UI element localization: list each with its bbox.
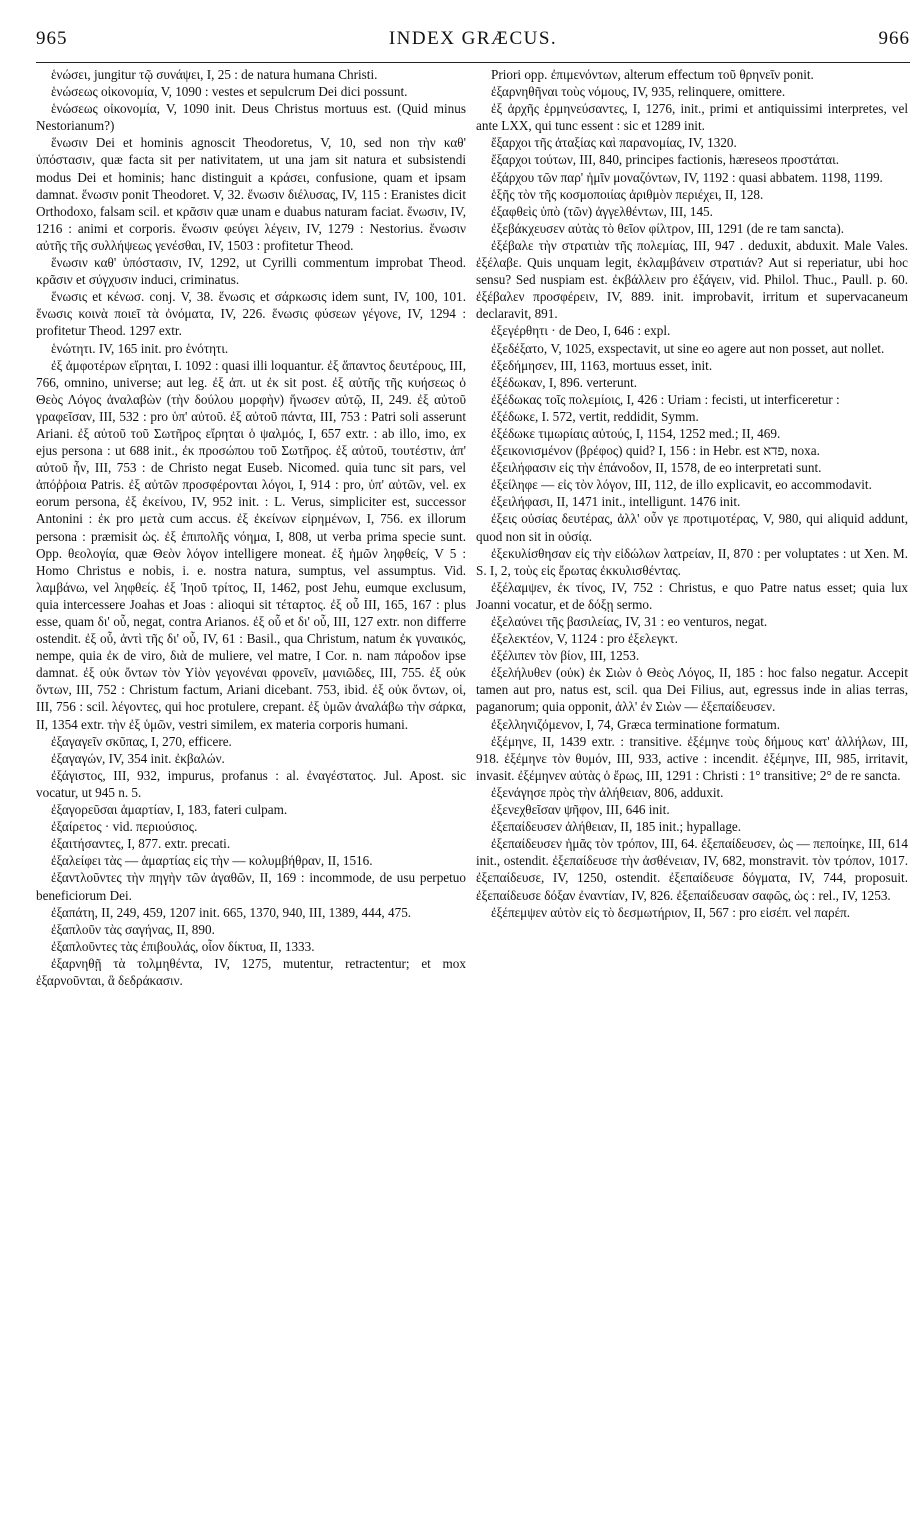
index-entry: ἐξεκυλίσθησαν εἰς τὴν εἰδώλων λατρείαν, II, 870 : per voluptates : ut Xen. M. S. I, 2, τοὺς εἰς ἔρωτας ἐκκυλισθέντας.: [476, 545, 908, 578]
index-entry: ἐξαλείφει τὰς — ἁμαρτίας εἰς τὴν — κολυμβήθραν, II, 1516.: [51, 853, 373, 869]
index-entry: ἐξεπαίδευσεν ἀλήθειαν, II, 185 init.; hypallage.: [491, 819, 742, 835]
index-entry: ἐξέδωκας τοῖς πολεμίοις, I, 426 : Uriam : fecisti, ut interficeretur :: [491, 391, 840, 407]
index-entry: ἐξαγορεῦσαι ἁμαρτίαν, I, 183, fateri culpam.: [51, 802, 288, 818]
index-entry: ἐξειλήφασι, II, 1471 init., intelligunt. 1476 init.: [491, 494, 741, 510]
left-column: [36, 66, 466, 1522]
index-entry: ἐξαντλοῦντες τὴν πηγὴν τῶν ἀγαθῶν, II, 169 : incommode, de usu perpetuo beneficiorum Dei.: [36, 870, 466, 903]
index-entry: ἐξαπάτη, II, 249, 459, 1207 init. 665, 1370, 940, III, 1389, 444, 475.: [51, 904, 412, 920]
index-entry: ἐξέδωκε, I. 572, vertit, reddidit, Symm.: [491, 408, 699, 424]
index-entry: ἐξαπλοῦν τὰς σαγήνας, II, 890.: [51, 921, 215, 937]
index-entry: ἕνωσιν Dei et hominis agnoscit Theodoretus, V, 10, sed non τὴν καθ' ὑπόστασιν, quæ facta sit per nativitatem, ut una jam sit natura et subsistendi modus Dei et hominis; hanc distinguit a κράσει, confusione, quam et ipsam damnat. ἕνωσιν ponit Theodoret. V, 32. ἕνωσιν διέλυσας, IV, 115 : Eranistes dicit Orthodoxo, falsam scil. et κρᾶσιν quæ unam e duabus naturam faciat. ἕνωσιν, IV, 1216 : animi et corporis. ἕνωσιν φεύγει λέγειν, IV, 1279 : Nestorius. ἕνωσιν αὐτῆς τῆς συλλήψεως γενέσθαι, IV, 1503 : profitetur Theod.: [36, 135, 466, 253]
index-entry: ἐξαφθεὶς ὑπὸ (τῶν) ἀγγελθέντων, III, 145.: [491, 203, 713, 219]
left-page-number: 965: [36, 28, 68, 49]
index-entry: ἐξαρνηθῇ τὰ τολμηθέντα, IV, 1275, mutentur, retractentur; et mox ἐξαρνοῦνται, ἃ δεδράκασιν.: [36, 955, 466, 988]
index-entry: ἐξέλιπεν τὸν βίον, III, 1253.: [491, 648, 640, 664]
index-entry: ἔξαρχοι τῆς ἀταξίας καὶ παρανομίας, IV, 1320.: [491, 135, 737, 151]
index-entry: ἐξελεκτέον, V, 1124 : pro ἐξελεγκτ.: [491, 631, 678, 647]
index-entry: ἐξεβάκχευσεν αὐτὰς τὸ θεῖον φίλτρον, III, 1291 (de re tam sancta).: [491, 220, 845, 236]
index-entry: ἑξῆς τὸν τῆς κοσμοποιίας ἀριθμὸν περιέχει, II, 128.: [491, 186, 764, 202]
index-entry: ἑνώτητι. IV, 165 init. pro ἑνότητι.: [51, 340, 229, 356]
index-entry: ἐξείληφε — εἰς τὸν λόγον, III, 112, de illo explicavit, eo accommodavit.: [491, 477, 872, 493]
index-entry: ἐξέλαμψεν, ἐκ τίνος, IV, 752 : Christus, e quo Patre natus esset; quia lux Joanni vocatur, et de δόξῃ sermo.: [476, 579, 908, 612]
index-entry: ἐξέμηνε, II, 1439 extr. : transitive. ἐξέμηνε τοὺς δήμους κατ' ἀλλήλων, III, 918. ἐξέμηνε τὸν θυμόν, III, 933, active : incendit. ἐξέμηνε, III, 985, irritavit, invasit. ἐξέμηνεν αὐτὰς ὁ ἔρως, III, 1291 : Christi : 1° transitive; 2° de re sancta.: [476, 733, 908, 783]
index-entry: ἔξαρχοι τούτων, III, 840, principes factionis, hæreseos προστάται.: [491, 152, 840, 168]
index-entry: ἐξενεχθεῖσαν ψῆφον, III, 646 init.: [491, 802, 670, 818]
index-entry: ἐξενάγησε πρὸς τὴν ἀλήθειαν, 806, adduxit.: [491, 784, 724, 800]
index-entry: ἐξεικονισμένον (βρέφος) quid? I, 156 : in Hebr. est פדא, noxa.: [491, 443, 820, 459]
index-entry: ἐξελαύνει τῆς βασιλείας, IV, 31 : eo venturos, negat.: [491, 614, 768, 629]
index-entry: ἐξ ἀμφοτέρων εἴρηται, I. 1092 : quasi illi loquantur. ἐξ ἅπαντος δευτέρους, III, 766, omnino, universe; aut leg. ἐξ ἀπ. ut ἐκ sit post. ἐξ αὐτῆς τῆς κυήσεως ὁ Θεὸς Λόγος ἀναλαβὼν (τὴν δούλου μορφὴν) ἥνωσεν αὑτῷ, II, 249. ἐξ αὐτοῦ γραφεῖσαν, III, 532 : pro ὑπ' αὐτοῦ. ἐξ αὐτοῦ πάντα, III, 753 : Patri soli asserunt Ariani. ἐξ αὐτοῦ τοῦ Σωτῆρος εἴρηται ὁ ψαλμός, I, 657 extr. : ab illo, imo, ex ejus persona : ut 688 init., ἐκ προσώπου τοῦ Σωτῆρος. ἐξ αὐτοῦ, τουτέστιν, ἀπ' αὐτοῦ ἦν, III, 753 : de Christo negat Euseb. Nicomed. quia tunc sit pars, vel ἀπόῤῥοια Patris. ἐξ αὐτῶν προσφέρονται λόγοι, I, 914 : pro, ὑπ' αὐτῶν, vel. ex eorum persona, ἐξ ἐκείνου, IV, 952 init. : L. Verus, simpliciter est, successor Antonini : ἐκ pro μετὰ cum accus. ἐξ ἐκείνων εἰρημένων, I, 756. ex illorum persona : præmisit ὡς. ἐξ ἐπιπολῆς νόημα, I, 808, ut verba prima specie sunt. Opp. θεολογία, quæ Θεὸν λόγον intelligere moneat. ἐξ ἡμῶν ληφθείς, V 5 : Homo Christus e nobis, i. e. nostra natura, sumptus, vel assumptus. Vid. λαμβάνω, vel ληφθείς. ἐξ Ἰηοῦ τρίτος, II, 1462, post Jehu, eumque exclusum, quia intercessere Joahas et Joas : alioqui sit τέταρτος. ἐξ οὗ III, 165, 167 : plus esse, quam δι' οὗ, negat, contra Arianos. ἐξ οὗ et δι' οὗ, III, 127 extr. non differre ostendit. ἐξ οὗ, ἀντὶ τῆς δι' οὗ, IV, 61 : Basil., qua Christum, natum ἐκ γυναικός, nempe, quia ἐκ de viro, διὰ de muliere, vel matre, I Cor. n. nam πάροδον ipse damnat. ἐξ οὐκ ὄντων τὸν Υἱὸν γεγονέναι φρονεῖν, μανιῶδες, III, 755. ἐξ οὐκ ὄντων, III, 752 : Christum factum, Ariani dicebant. 753, ibid. ἐξ οὐκ ὄντων, οἱ, III, 756 : scil. λέγοντες, qui hoc protulere, crepant. ἐξ ὑμῶν ἀναλάβω τὴν σάρκα, II, 1354 extr. τὴν ἐξ ὑμῶν, vestri similem, ex materia corporis humani.: [36, 357, 466, 732]
header-rule: [36, 62, 910, 63]
index-entry: ἐξαρνηθῆναι τοὺς νόμους, IV, 935, relinquere, omittere.: [491, 84, 786, 100]
index-entry: ἐξαπλοῦντες τὰς ἐπιβουλάς, οἷον δίκτυα, II, 1333.: [51, 938, 315, 954]
index-entry: ἐξέδωκαν, I, 896. verterunt.: [491, 374, 638, 390]
index-entry: ἐξαγαγεῖν σκῦπας, I, 270, efficere.: [51, 733, 232, 749]
index-entry: ἑνώσεως οἰκονομία, V, 1090 : vestes et sepulcrum Dei dici possunt.: [51, 84, 408, 100]
index-entry: ἐξαιτήσαντες, I, 877. extr. precati.: [51, 836, 231, 852]
index-entry: ἐξεδέξατο, V, 1025, exspectavit, ut sine eo agere aut non posset, aut nollet.: [491, 340, 885, 356]
index-entry: ἐξέδωκε τιμωρίαις αὐτούς, I, 1154, 1252 med.; II, 469.: [491, 425, 781, 441]
index-entry: ἐξελληνιζόμενον, I, 74, Græca terminatione formatum.: [491, 716, 781, 732]
right-column: [476, 66, 908, 1522]
index-entry: ἐξεπαίδευσεν ἡμᾶς τὸν τρόπον, III, 64. ἐξεπαίδευσεν, ὡς — πεποίηκε, III, 614 init., ostendit. ἐξεπαίδευσε τὴν ἀσθένειαν, IV, 682, monstravit. τὸν τρόπον, 1017. ἐξεπαίδευσε, IV, 1250, ostendit. ἐξεπαίδευσε δόγματα, IV, 744, proposuit. ἐξεπαίδευσε δόξαν ἐναντίαν, IV, 826. ἐξεπαίδευσαν σαφῶς, ὡς : rel., IV, 1253.: [476, 836, 908, 903]
index-entry: ἐξειλήφασιν εἰς τὴν ἐπάνοδον, II, 1578, de eo interpretati sunt.: [491, 460, 822, 476]
index-entry: ἐξέπεμψεν αὐτὸν εἰς τὸ δεσμωτήριον, II, 567 : pro εἰσέπ. vel παρέπ.: [491, 904, 851, 920]
index-entry: ἕνωσιν καθ' ὑπόστασιν, IV, 1292, ut Cyrilli commentum improbat Theod. κρᾶσιν et σύγχυσιν induci, criminatus.: [36, 255, 466, 288]
index-entry: ἐξέβαλε τὴν στρατιὰν τῆς πολεμίας, III, 947 . deduxit, abduxit. Male Vales. ἐξέλαβε. Quis unquam legit, ἐκλαμβάνειν στρατιάν? Aut si reperiatur, ubi hoc sensu? Sed nuspiam est. ἐκβάλλειν pro ἐξάγειν, vid. Philol. Thuc., Paull. p. 60. ἐξέβαλεν προσφέρειν, IV, 889. init. improbavit, irritum et supervacaneum declaravit, 891.: [476, 237, 908, 322]
index-entry: ἐξ ἀρχῆς ἑρμηνεύσαντες, I, 1276, init., primi et antiquissimi interpretes, vel ante LXX, qui tunc essent : sic et 1289 init.: [476, 101, 908, 134]
index-entry: ἐξάγιστος, III, 932, impurus, profanus : al. ἐναγέστατος. Jul. Apost. sic vocatur, ut 945 n. 5.: [36, 767, 466, 800]
index-entry: ἐξεδήμησεν, III, 1163, mortuus esset, init.: [491, 357, 713, 373]
page-header: [36, 28, 910, 60]
index-entry: ἐξεγέρθητι · de Deo, I, 646 : expl.: [491, 323, 671, 339]
index-entry: ἕνωσις et κένωσ. conj. V, 38. ἕνωσις et σάρκωσις idem sunt, IV, 100, 101. ἕνωσις κοινὰ ποιεῖ τὰ ὀνόματα, IV, 226. ἕνωσις φύσεων γέγονε, IV, 1294 : profitetur Theod. 1297 extr.: [36, 289, 466, 339]
index-entry: ἐξελήλυθεν (οὐκ) ἐκ Σιὼν ὁ Θεὸς Λόγος, II, 185 : hoc falso negatur. Accepit tamen aut pro, natus est, scil. qua Dei Filius, aut, egressus inde in alias terras, paganorum; quia opponit, ἀλλ' ἐν Σιὼν — ἐξεπαίδευσεν.: [476, 665, 908, 715]
page-title: INDEX GRÆCUS.: [388, 28, 558, 49]
index-entry: ἐξαίρετος · vid. περιούσιος.: [51, 819, 198, 835]
index-entry: ἐξάρχου τῶν παρ' ἡμῖν μοναζόντων, IV, 1192 : quasi abbatem. 1198, 1199.: [491, 169, 883, 185]
index-entry: ἑνώσεως οἰκονομία, V, 1090 init. Deus Christus mortuus est. (Quid minus Nestorianum?): [36, 101, 466, 134]
index-entry: ἑνώσει, jungitur τῷ συνάψει, I, 25 : de natura humana Christi.: [51, 67, 378, 82]
right-page-number: 966: [878, 28, 910, 49]
index-entry: Priori opp. ἐπιμενόντων, alterum effectum τοῦ θρηνεῖν ponit.: [491, 67, 814, 82]
index-entry: ἐξαγαγών, IV, 354 init. ἐκβαλών.: [51, 750, 225, 766]
index-entry: ἐξεις οὐσίας δευτέρας, ἀλλ' οὖν γε προτιμοτέρας, V, 980, qui aliquid addunt, quod non sit in οὐσίᾳ.: [476, 511, 908, 544]
